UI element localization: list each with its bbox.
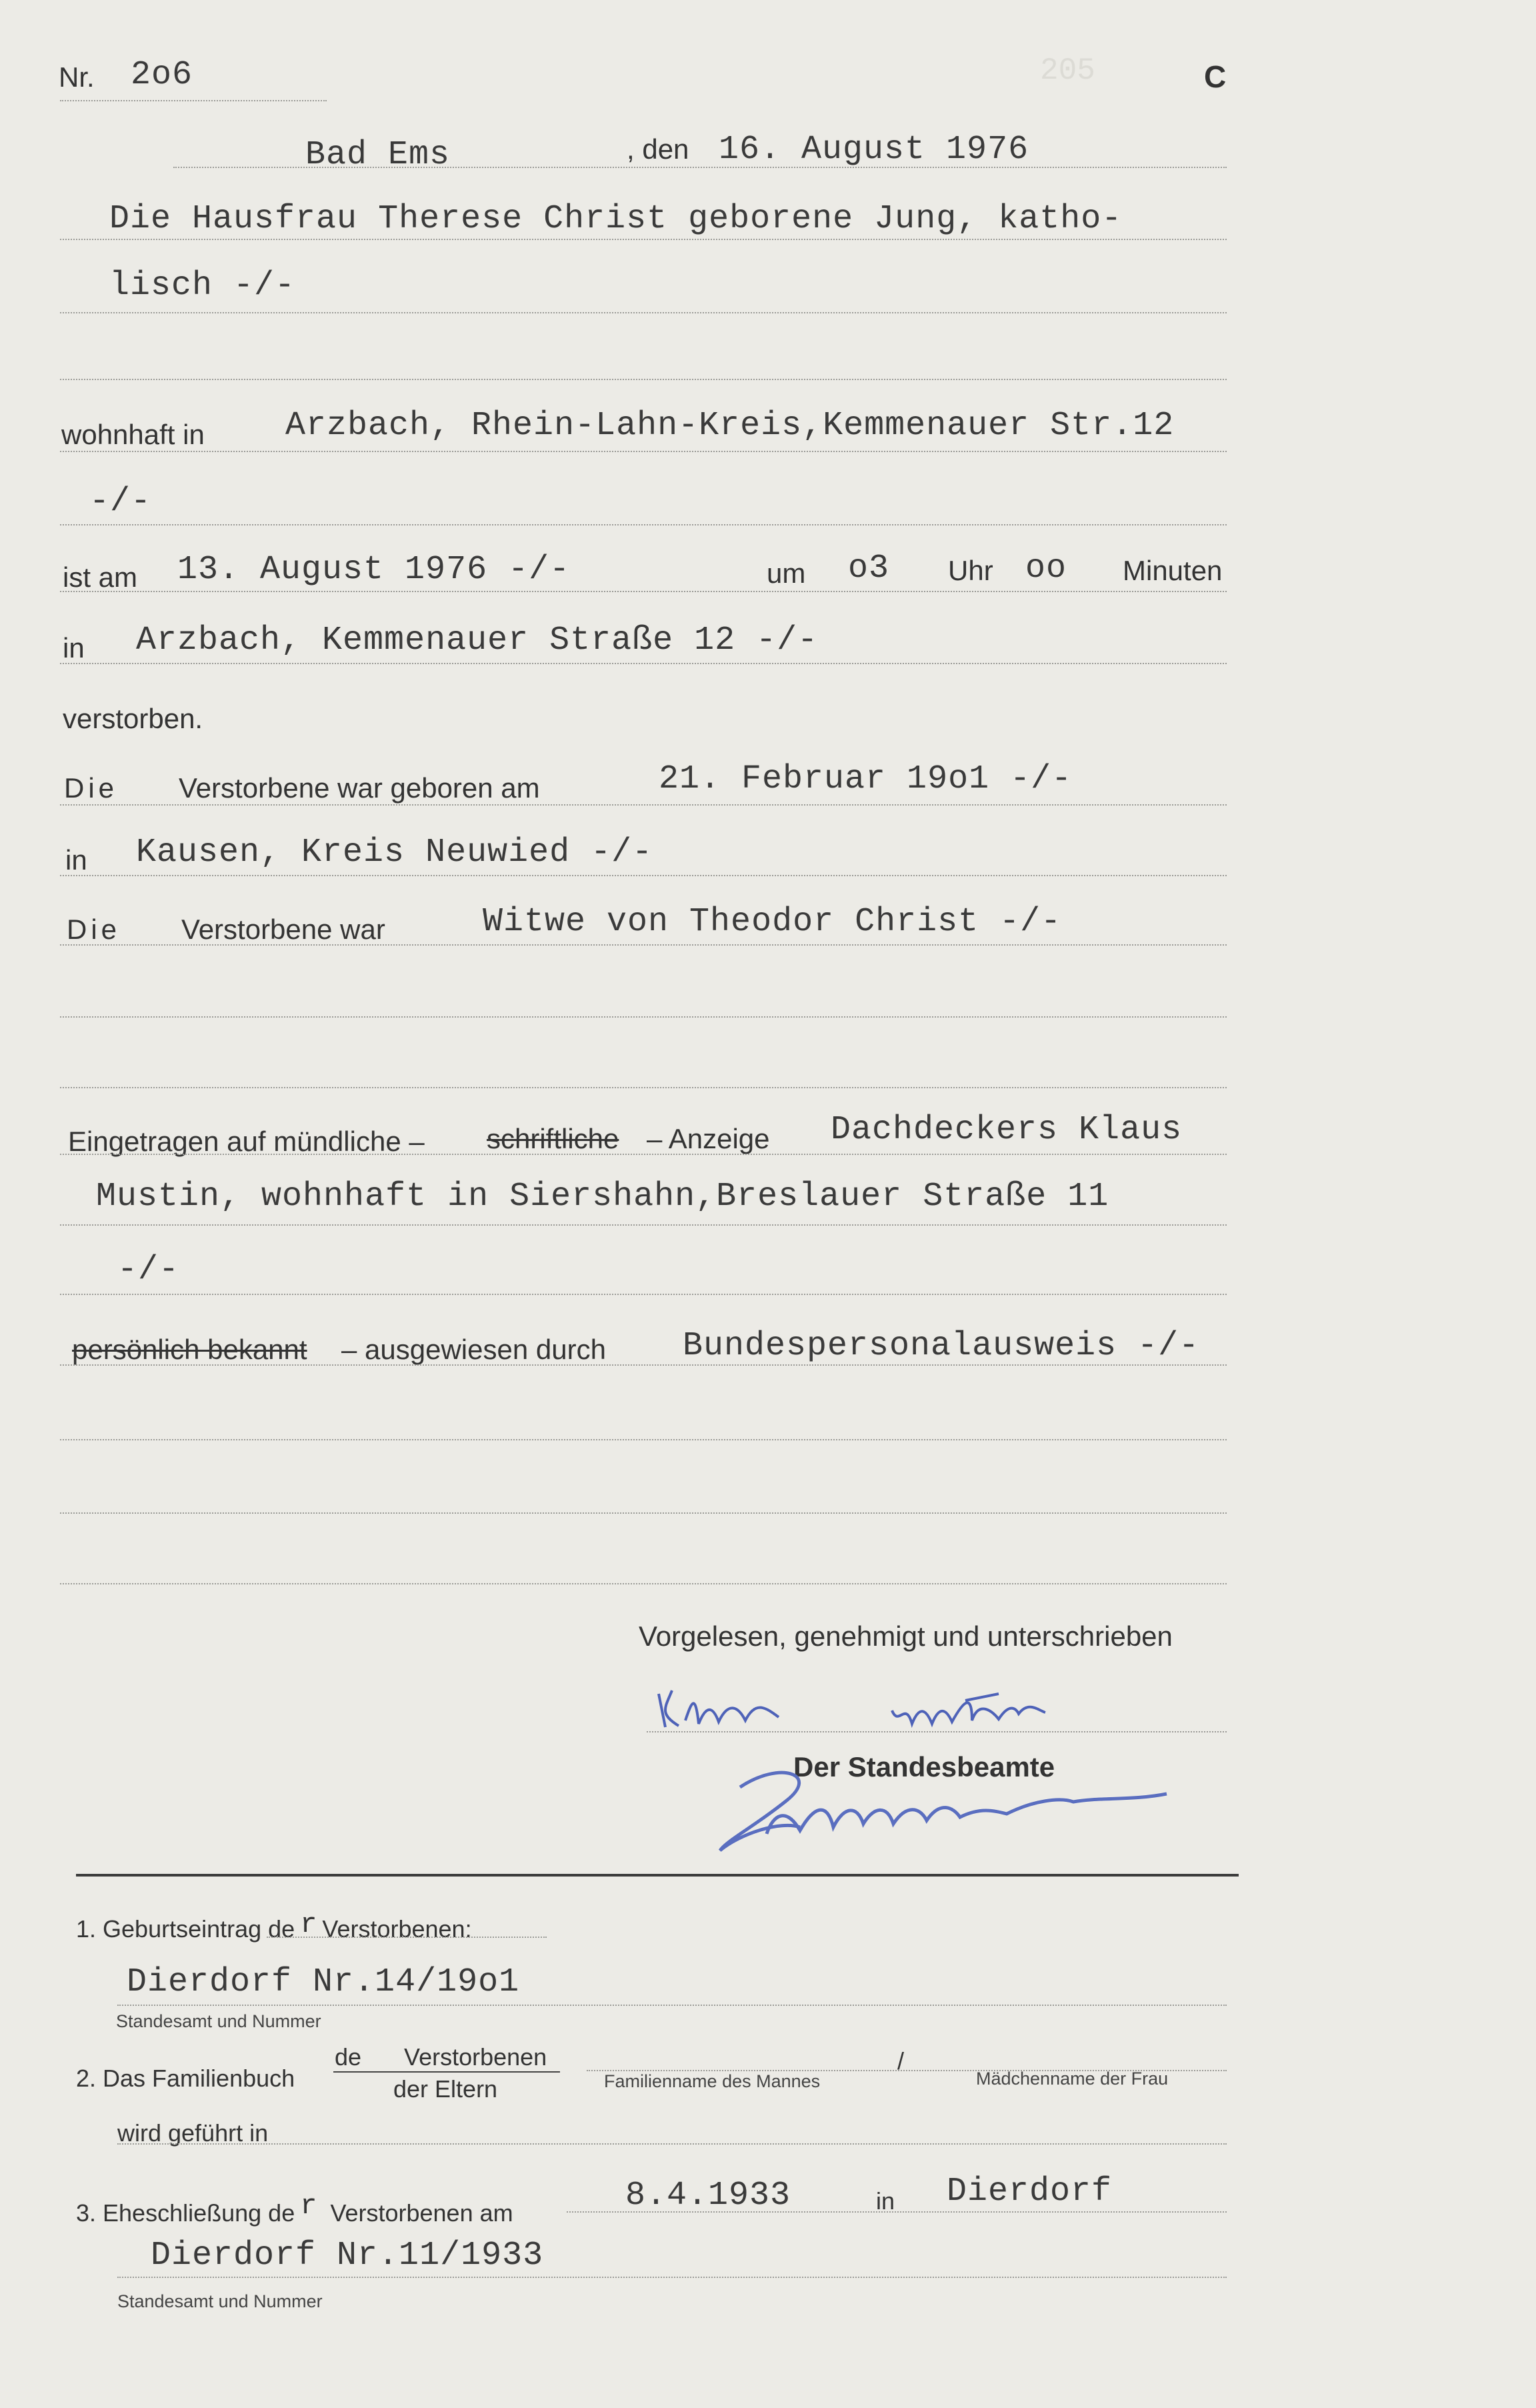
person-line-2-rule — [60, 312, 1227, 313]
identification-line — [60, 1364, 1227, 1366]
blank-line-2 — [60, 1016, 1227, 1018]
note2-frac-de: de — [335, 2043, 362, 2071]
birth-place-line — [60, 875, 1227, 876]
registration-value-1: Dachdeckers Klaus — [831, 1111, 1183, 1149]
note3-in-label: in — [876, 2187, 895, 2215]
note1-label — [76, 1909, 472, 1943]
um-label: um — [767, 557, 806, 589]
note1-caption: Standesamt und Nummer — [116, 2011, 321, 2031]
note3-caption: Standesamt und Nummer — [117, 2291, 323, 2311]
birth-place-value: Kausen, Kreis Neuwied -/- — [136, 834, 653, 872]
note1-label-line — [267, 1937, 547, 1938]
uhr-label: Uhr — [948, 555, 993, 586]
nr-label: Nr. — [59, 61, 95, 93]
death-date-label: ist am — [63, 561, 138, 593]
birth-place-label: in — [65, 844, 87, 876]
note3-label — [76, 2190, 513, 2227]
note2-frac-bar — [333, 2071, 560, 2073]
nr-value: 2o6 — [131, 56, 193, 94]
residence-label: wohnhaft in — [61, 419, 205, 450]
blank-line-5 — [60, 1512, 1227, 1514]
status-value: Witwe von Theodor Christ -/- — [483, 903, 1062, 941]
birth-date-value: 21. Februar 19o1 -/- — [659, 760, 1073, 798]
note2-caption-frau: Mädchenname der Frau — [976, 2069, 1169, 2089]
note3-label-text: 3. Eheschließung de — [76, 2199, 295, 2227]
blank-line-4 — [60, 1439, 1227, 1440]
person-line-2: lisch -/- — [109, 267, 296, 305]
death-place-label: in — [63, 632, 85, 664]
death-minutes-value: oo — [1025, 549, 1067, 587]
registration-label-suffix: – Anzeige — [647, 1123, 770, 1154]
note2-caption-mann: Familienname des Mannes — [604, 2071, 821, 2091]
birth-label: Verstorbene war geboren am — [179, 772, 540, 804]
death-hour-value: o3 — [848, 549, 890, 587]
death-date-line — [60, 591, 1227, 592]
section-separator — [76, 1874, 1239, 1877]
note2-frac-top — [335, 2043, 547, 2071]
residence-line — [60, 451, 1227, 452]
note3-value: Dierdorf Nr.11/1933 — [151, 2237, 544, 2275]
registration-value-3: -/- — [117, 1251, 180, 1289]
note3-label-mid: Verstorbenen am — [330, 2199, 513, 2227]
note3-place: Dierdorf — [947, 2173, 1113, 2211]
person-line-1: Die Hausfrau Therese Christ geborene Jung, katho- — [109, 200, 1123, 238]
read-approved-text: Vorgelesen, genehmigt und unterschrieben — [639, 1620, 1173, 1652]
date-value: 16. August 1976 — [719, 131, 1029, 169]
note3-line — [567, 2211, 1227, 2213]
registration-line-2 — [60, 1224, 1227, 1226]
verstorben-label: verstorben. — [63, 703, 203, 734]
note1-label-end: Verstorbenen: — [322, 1915, 472, 1943]
blank-line-3 — [60, 1087, 1227, 1088]
form-letter: C — [1204, 59, 1227, 94]
registration-value-2: Mustin, wohnhaft in Siershahn,Breslauer Straße 11 — [96, 1178, 1109, 1216]
blank-line-1 — [60, 379, 1227, 380]
note3-value-line — [117, 2277, 1227, 2278]
residence-cont-line — [60, 524, 1227, 525]
identification-label-suffix: – ausgewiesen durch — [341, 1334, 606, 1365]
note3-superscript: r — [300, 2190, 317, 2222]
registration-line-1 — [60, 1154, 1227, 1155]
nr-line — [60, 100, 327, 101]
death-date-value: 13. August 1976 -/- — [177, 551, 571, 589]
person-line-1-rule — [60, 239, 1227, 240]
birth-date-line — [60, 804, 1227, 806]
registration-label-struck: schriftliche — [487, 1123, 619, 1154]
informant-signature — [645, 1674, 1125, 1747]
blank-line-6 — [60, 1583, 1227, 1584]
note2-slash: / — [897, 2047, 905, 2075]
note2-label: 2. Das Familienbuch — [76, 2065, 295, 2092]
status-line — [60, 944, 1227, 946]
identification-value: Bundespersonalausweis -/- — [683, 1327, 1200, 1365]
official-title: Der Standesbeamte — [793, 1751, 1055, 1782]
official-signature — [700, 1760, 1207, 1861]
minuten-label: Minuten — [1123, 555, 1223, 586]
place-value: Bad Ems — [305, 136, 451, 174]
birth-die-label: Die — [64, 772, 119, 804]
death-place-value: Arzbach, Kemmenauer Straße 12 -/- — [136, 622, 819, 660]
note1-value: Dierdorf Nr.14/19o1 — [127, 1963, 520, 2001]
note3-date: 8.4.1933 — [625, 2177, 791, 2215]
residence-value: Arzbach, Rhein-Lahn-Kreis,Kemmenauer Str.12 — [285, 407, 1175, 445]
status-label: Verstorbene war — [181, 914, 385, 945]
note2-label-end: wird geführt in — [117, 2119, 269, 2147]
note1-value-line — [117, 2005, 1227, 2006]
den-label: , den — [627, 133, 689, 165]
note2-frac-bottom: der Eltern — [393, 2075, 498, 2103]
note1-label-text: 1. Geburtseintrag de — [76, 1915, 295, 1943]
bleed-through-text: 205 — [1040, 53, 1095, 88]
note1-superscript: r — [300, 1909, 317, 1941]
place-date-line — [173, 167, 1227, 168]
note2-frac-text: Verstorbenen — [404, 2043, 547, 2071]
death-place-line — [60, 663, 1227, 664]
residence-cont: -/- — [89, 483, 152, 521]
note2-location-line — [117, 2143, 1227, 2145]
identification-label-struck: persönlich bekannt — [72, 1334, 307, 1365]
status-die-label: Die — [67, 914, 121, 945]
registration-line-3 — [60, 1294, 1227, 1295]
registration-label-prefix: Eingetragen auf mündliche – — [68, 1126, 425, 1157]
